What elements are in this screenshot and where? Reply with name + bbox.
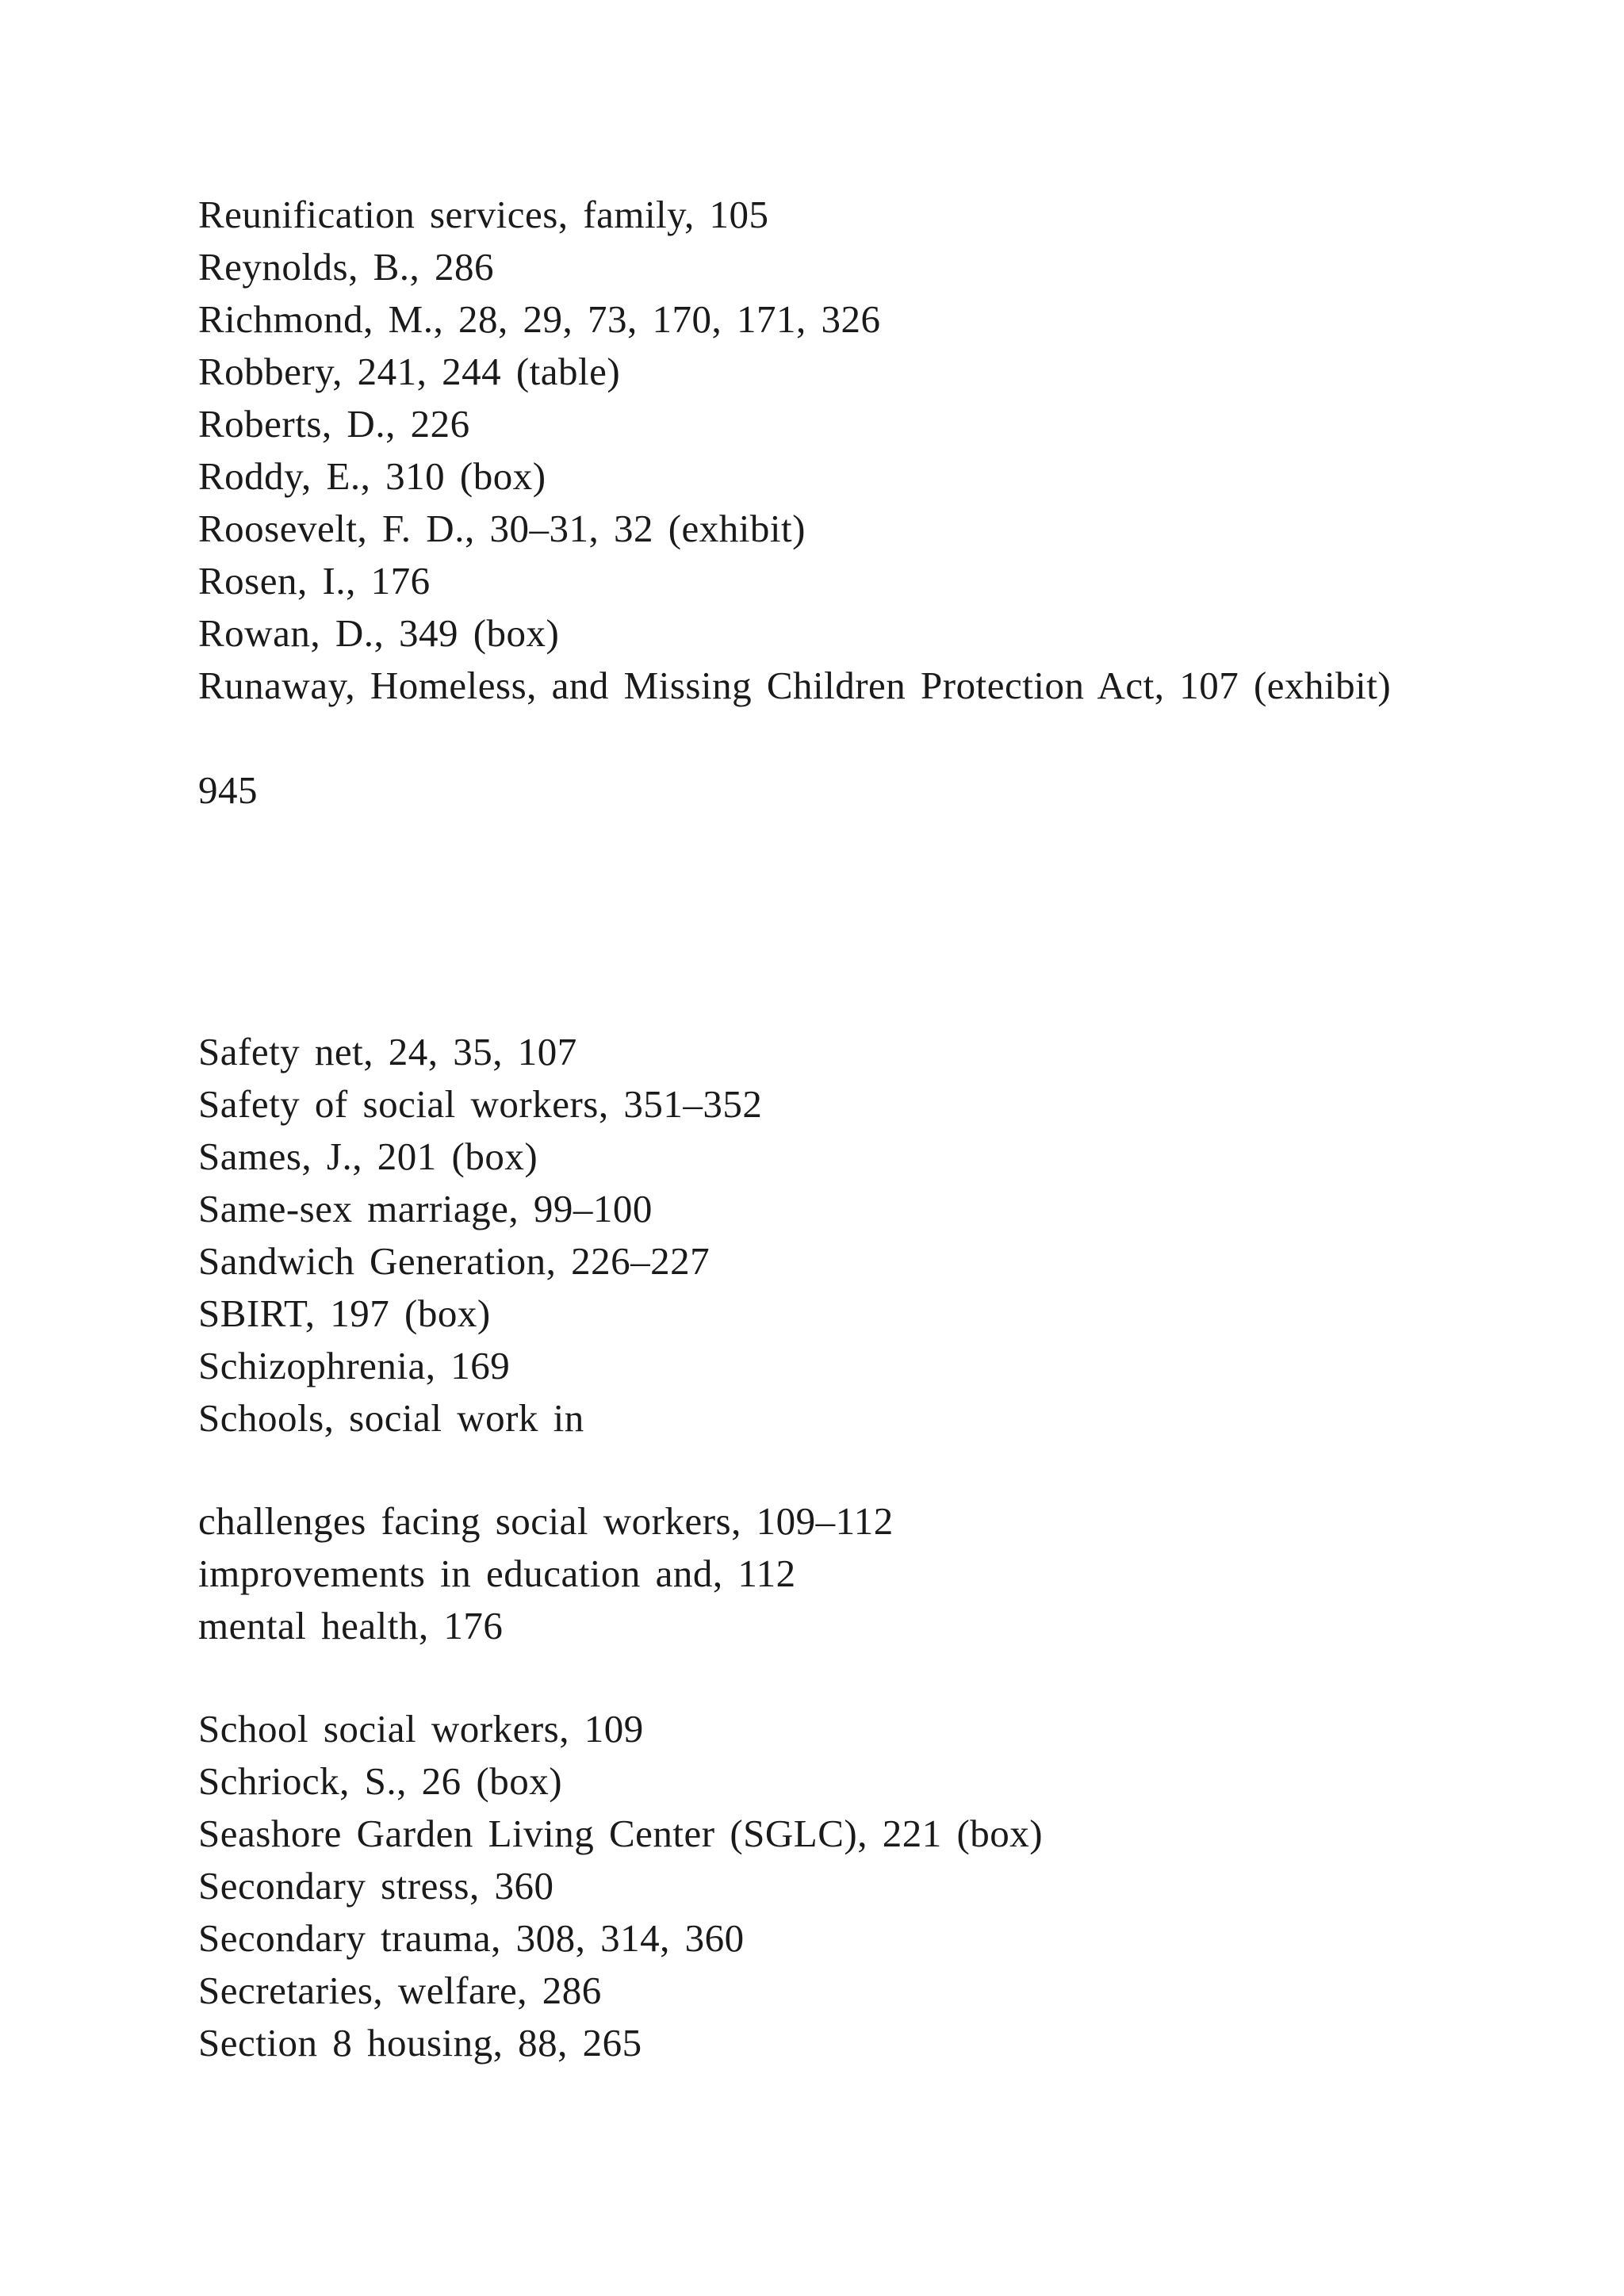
index-subentry: challenges facing social workers, 109–112	[198, 1499, 894, 1543]
page-number: 945	[198, 768, 258, 812]
index-entry: Safety net, 24, 35, 107	[198, 1030, 577, 1073]
index-block-s1	[198, 1026, 1594, 1445]
index-entry: Roosevelt, F. D., 30–31, 32 (exhibit)	[198, 507, 806, 550]
index-entry: Sames, J., 201 (box)	[198, 1135, 538, 1178]
index-entry: Secretaries, welfare, 286	[198, 1969, 602, 2012]
index-block-s2	[198, 1703, 1594, 2069]
index-entry: Schizophrenia, 169	[198, 1344, 511, 1387]
index-entry: SBIRT, 197 (box)	[198, 1292, 491, 1335]
index-entry: Rosen, I., 176	[198, 559, 431, 603]
index-entry: Sandwich Generation, 226–227	[198, 1239, 710, 1283]
spacer	[198, 712, 1594, 764]
index-entry: Seashore Garden Living Center (SGLC), 221 (box)	[198, 1812, 1044, 1855]
index-entry: Secondary stress, 360	[198, 1864, 554, 1908]
index-entry: Section 8 housing, 88, 265	[198, 2021, 642, 2064]
index-entry: School social workers, 109	[198, 1707, 644, 1751]
index-entry: Safety of social workers, 351–352	[198, 1082, 763, 1126]
index-entry: Roddy, E., 310 (box)	[198, 454, 546, 498]
index-entry-runaway: Runaway, Homeless, and Missing Children Protection Act, 107 (exhibit)	[198, 664, 1392, 707]
index-subentry: mental health, 176	[198, 1604, 504, 1647]
spacer	[198, 817, 1594, 1026]
index-page	[198, 189, 1594, 2069]
index-entry: Same-sex marriage, 99–100	[198, 1187, 653, 1230]
spacer	[198, 1652, 1594, 1703]
index-subentries	[198, 1495, 1594, 1652]
index-entry: Schriock, S., 26 (box)	[198, 1759, 563, 1803]
index-block-r	[198, 189, 1594, 712]
spacer	[198, 1445, 1594, 1495]
index-entry: Richmond, M., 28, 29, 73, 170, 171, 326	[198, 297, 881, 341]
index-subentry: improvements in education and, 112	[198, 1552, 796, 1595]
index-entry: Robbery, 241, 244 (table)	[198, 350, 621, 393]
index-entry: Reynolds, B., 286	[198, 245, 495, 289]
index-entry: Rowan, D., 349 (box)	[198, 611, 560, 655]
index-entry: Reunification services, family, 105	[198, 193, 769, 236]
index-entry: Roberts, D., 226	[198, 402, 470, 446]
index-entry: Secondary trauma, 308, 314, 360	[198, 1916, 745, 1960]
index-entry: Schools, social work in	[198, 1396, 584, 1440]
